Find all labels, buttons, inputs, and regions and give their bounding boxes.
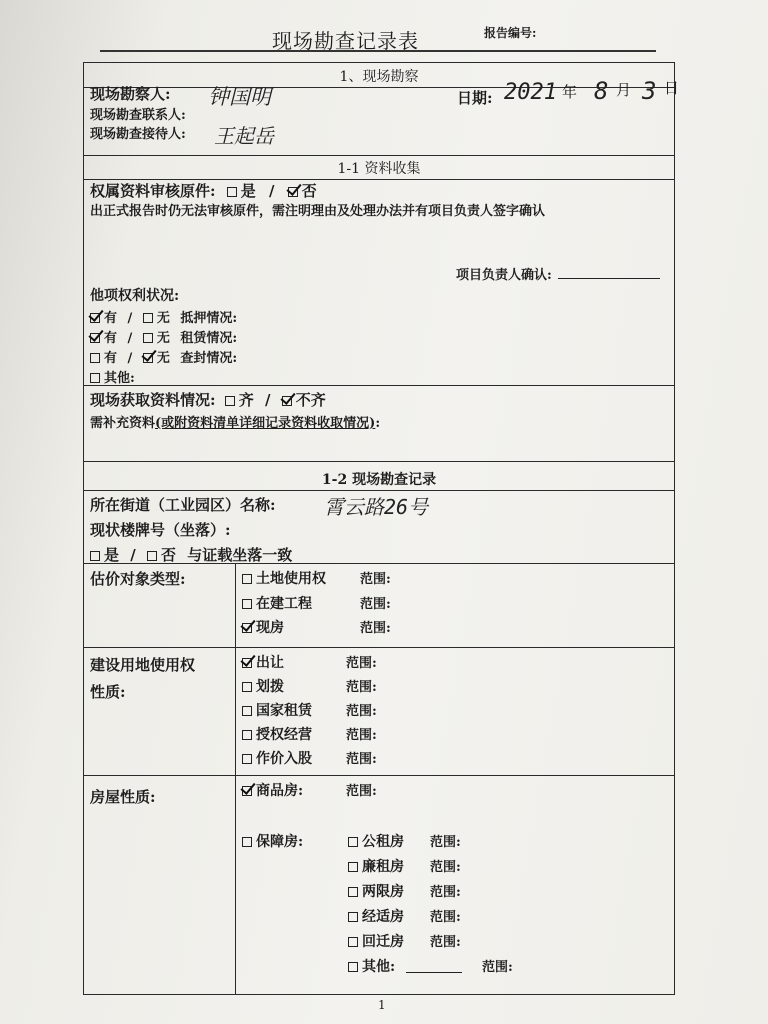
- date-day: 3: [642, 77, 657, 105]
- range-label: 范围:: [430, 935, 461, 950]
- section-1-heading: 1、现场勘察: [339, 69, 419, 85]
- date-year-unit: 年: [562, 83, 578, 101]
- range-label: 范围:: [360, 572, 391, 587]
- affordable-type: 两限房: [348, 881, 404, 901]
- consistent-no-checkbox[interactable]: [147, 551, 157, 561]
- mortgage-none-checkbox[interactable]: [143, 313, 153, 323]
- review-no-checkbox[interactable]: [288, 187, 298, 197]
- house-nature-label: 房屋性质:: [90, 788, 156, 806]
- object-type-option: 现房: [242, 617, 284, 637]
- affordable-other-checkbox[interactable]: [348, 962, 358, 972]
- date-label: 日期:: [457, 89, 493, 107]
- section-1-1-heading: 1-1 资料收集: [337, 161, 421, 177]
- construction-in-progress-checkbox[interactable]: [242, 599, 252, 609]
- rights-row-seizure: 有 / 无 查封情况:: [90, 347, 237, 366]
- affordable-housing-option: 保障房:: [242, 831, 303, 851]
- range-label: 范围:: [346, 680, 377, 695]
- date-day-unit: 日: [664, 79, 680, 97]
- affordable-type: 经适房: [348, 906, 404, 926]
- land-use-right-checkbox[interactable]: [242, 574, 252, 584]
- review-no-label: 否: [301, 182, 317, 200]
- consistent-yes-checkbox[interactable]: [90, 551, 100, 561]
- affordable-type: 公租房: [348, 831, 404, 851]
- object-type-label: 估价对象类型:: [90, 570, 186, 588]
- seizure-has-checkbox[interactable]: [90, 353, 100, 363]
- range-label: 范围:: [360, 597, 391, 612]
- range-label: 范围:: [430, 910, 461, 925]
- divider: [84, 461, 674, 462]
- range-label: 范围:: [346, 784, 377, 799]
- review-yes-label: 是: [240, 182, 256, 200]
- divider: [84, 385, 674, 386]
- page-number: 1: [378, 998, 386, 1012]
- contact-label: 现场勘查联系人:: [90, 108, 186, 123]
- section-1-2-heading: 1-2 现场勘查记录: [321, 472, 437, 488]
- surveyor-signature: 钟国明: [208, 85, 271, 109]
- street-label: 所在街道（工业园区）名称:: [90, 496, 276, 514]
- rights-other-row: 其他:: [90, 367, 135, 386]
- authorized-operation-checkbox[interactable]: [242, 730, 252, 740]
- form-table: [83, 62, 680, 995]
- object-type-option: 在建工程: [242, 593, 312, 613]
- state-lease-checkbox[interactable]: [242, 706, 252, 716]
- review-original-label: 权属资料审核原件:: [90, 182, 216, 200]
- rights-row-mortgage: 有 / 无 抵押情况:: [90, 307, 237, 326]
- report-number-label: 报告编号:: [484, 26, 537, 40]
- street-value: 霄云路26号: [324, 495, 429, 519]
- consistent-row: 是 / 否 与证载坐落一致: [90, 544, 292, 565]
- land-use-option: 划拨: [242, 676, 284, 696]
- building-plate-label: 现状楼牌号（坐落）:: [90, 521, 231, 539]
- receiver-signature: 王起岳: [214, 124, 274, 148]
- divider: [84, 647, 674, 648]
- transfer-checkbox[interactable]: [242, 658, 252, 668]
- title-underline: [100, 50, 656, 52]
- economic-housing-checkbox[interactable]: [348, 912, 358, 922]
- land-use-option: 授权经营: [242, 724, 312, 744]
- land-use-option: 国家租赁: [242, 700, 312, 720]
- existing-house-checkbox[interactable]: [242, 623, 252, 633]
- range-label: 范围:: [360, 621, 391, 636]
- review-original-row: [90, 180, 317, 201]
- other-blank-line[interactable]: [406, 972, 462, 973]
- range-label: 范围:: [430, 885, 461, 900]
- commercial-housing-checkbox[interactable]: [242, 786, 252, 796]
- low-rent-checkbox[interactable]: [348, 862, 358, 872]
- resettlement-checkbox[interactable]: [348, 937, 358, 947]
- divider: [84, 563, 674, 564]
- land-use-label-line1: 建设用地使用权: [90, 656, 196, 674]
- review-yes-checkbox[interactable]: [227, 187, 237, 197]
- rights-row-lease: 有 / 无 租赁情况:: [90, 327, 237, 346]
- range-label: 范围:: [482, 960, 513, 975]
- affordable-type: 廉租房: [348, 856, 404, 876]
- divider: [84, 87, 674, 88]
- surveyor-label: 现场勘察人:: [90, 85, 171, 103]
- allocation-checkbox[interactable]: [242, 682, 252, 692]
- divider: [84, 155, 674, 156]
- range-label: 范围:: [430, 835, 461, 850]
- affordable-housing-checkbox[interactable]: [242, 837, 252, 847]
- range-label: 范围:: [346, 704, 377, 719]
- divider: [84, 775, 674, 776]
- pm-confirm-row: [456, 264, 660, 283]
- date-month-unit: 月: [616, 81, 632, 99]
- lease-has-checkbox[interactable]: [90, 333, 100, 343]
- obtained-materials-row: 现场获取资料情况: 齐 / 不齐: [90, 391, 326, 409]
- range-label: 范围:: [346, 656, 377, 671]
- form-title: 现场勘查记录表: [272, 29, 419, 53]
- receiver-label: 现场勘查接待人:: [90, 127, 186, 142]
- lease-none-checkbox[interactable]: [143, 333, 153, 343]
- supplement-note: (或附资料清单详细记录资料收取情况): [155, 416, 376, 431]
- incomplete-checkbox[interactable]: [282, 396, 292, 406]
- capital-contribution-checkbox[interactable]: [242, 754, 252, 764]
- land-use-option: 出让: [242, 652, 284, 672]
- obtained-materials-label: 现场获取资料情况:: [90, 391, 216, 409]
- date-month: 8: [594, 77, 609, 105]
- affordable-type-other: 其他:: [348, 956, 462, 976]
- range-label: 范围:: [346, 728, 377, 743]
- seizure-none-checkbox[interactable]: [143, 353, 153, 363]
- object-type-option: 土地使用权: [242, 568, 326, 588]
- review-note: 出正式报告时仍无法审核原件，需注明理由及处理办法并有项目负责人签字确认: [90, 204, 546, 219]
- slash: /: [269, 182, 275, 200]
- public-rental-checkbox[interactable]: [348, 837, 358, 847]
- pm-signature-line[interactable]: [558, 278, 660, 279]
- supplement-label: 需补充资料: [90, 416, 156, 431]
- commercial-housing-option: 商品房:: [242, 780, 303, 800]
- mortgage-has-checkbox[interactable]: [90, 313, 100, 323]
- land-use-option: 作价入股: [242, 748, 312, 768]
- range-label: 范围:: [346, 752, 377, 767]
- column-divider: [235, 563, 236, 994]
- date-year: 2021: [504, 80, 557, 105]
- affordable-type: 回迁房: [348, 931, 404, 951]
- land-use-label-line2: 性质:: [90, 683, 126, 701]
- pm-confirm-label: 项目负责人确认:: [456, 268, 552, 283]
- price-limited-checkbox[interactable]: [348, 887, 358, 897]
- complete-checkbox[interactable]: [225, 396, 235, 406]
- supplement-row: 需补充资料(或附资料清单详细记录资料收取情况):: [90, 416, 381, 431]
- rights-other-checkbox[interactable]: [90, 373, 100, 383]
- range-label: 范围:: [430, 860, 461, 875]
- other-rights-label: 他项权利状况:: [90, 288, 180, 304]
